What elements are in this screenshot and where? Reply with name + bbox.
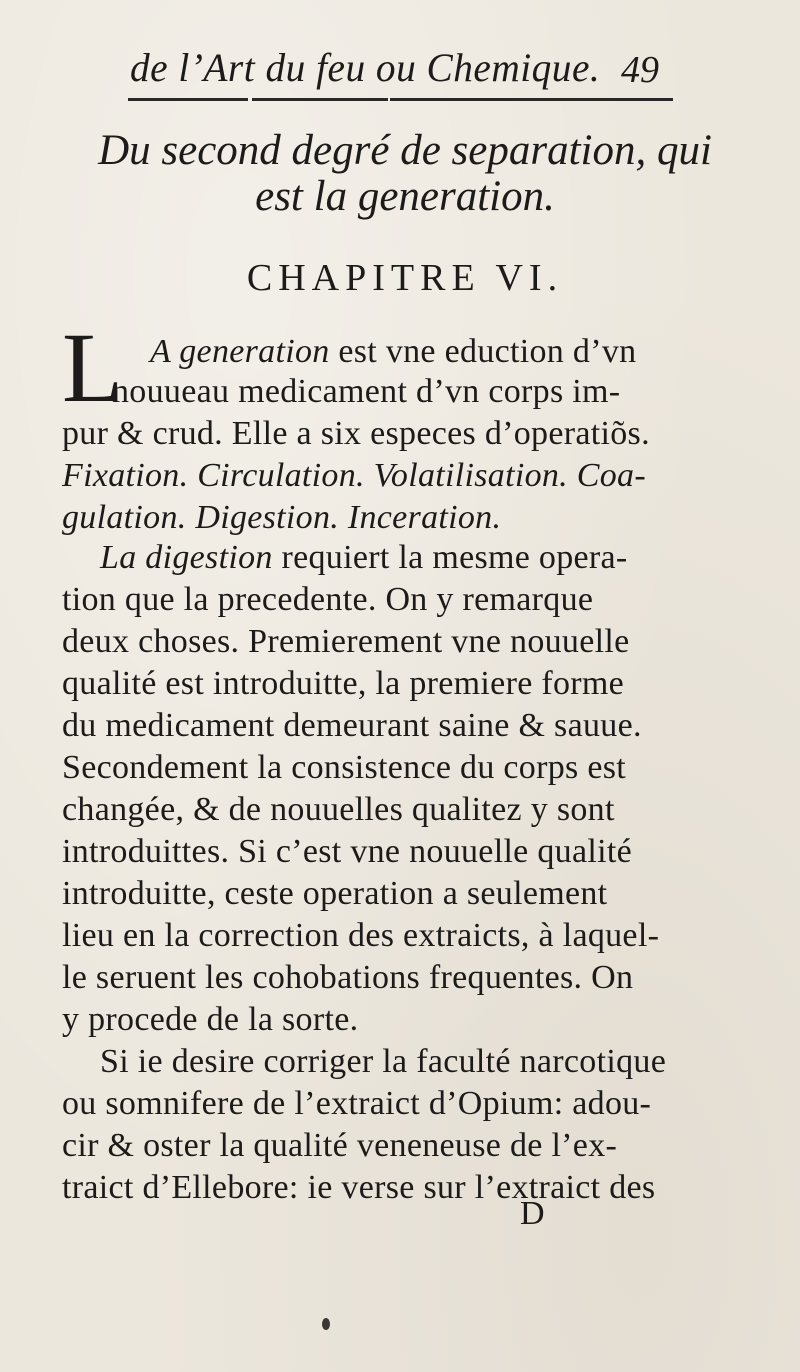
text-line: Fixation. Circulation. Volatilisation. Coa- [62, 457, 646, 494]
text-line: lieu en la correction des extraicts, à laquel- [62, 917, 660, 954]
text-line: nouueau medicament d’vn corps im- [112, 373, 621, 410]
text-line: le seruent les cohobations frequentes. On [62, 959, 634, 996]
text-line [150, 332, 636, 372]
text-line: gulation. Digestion. Inceration. [62, 499, 502, 536]
text-line: deux choses. Premierement vne nouuelle [62, 623, 630, 660]
text-line: pur & crud. Elle a six especes d’operatiõs. [62, 415, 650, 452]
text-line [100, 538, 628, 578]
drop-cap: L [62, 312, 124, 423]
ink-spot [322, 1318, 330, 1330]
text-line: y procede de la sorte. [62, 1001, 359, 1038]
line-rest: requiert la mesme opera- [272, 539, 628, 576]
text-line: du medicament demeurant saine & sauue. [62, 707, 642, 744]
header-rule [128, 98, 673, 101]
text-line: qualité est introduitte, la premiere forme [62, 665, 625, 702]
line-rest: est vne eduction d’vn [329, 333, 637, 370]
section-title-line-2: est la generation. [255, 173, 555, 220]
italic-term: A generation [150, 333, 330, 370]
page-header [0, 40, 800, 100]
text-line: cir & oster la qualité veneneuse de l’ex- [62, 1127, 618, 1164]
text-line: Si ie desire corriger la faculté narcotique [100, 1043, 667, 1080]
text-line: tion que la precedente. On y remarque [62, 581, 594, 618]
signature-mark: D [520, 1195, 545, 1232]
italic-term: La digestion [100, 539, 273, 576]
running-head: de l’Art du feu ou Chemique. [130, 45, 601, 90]
chapter-heading: CHAPITRE VI. [246, 257, 564, 299]
text-line: Secondement la consistence du corps est [62, 749, 627, 786]
text-line: introduitte, ceste operation a seulement [62, 875, 608, 912]
text-line: traict d’Ellebore: ie verse sur l’extraict des [62, 1169, 656, 1206]
text-line: introduittes. Si c’est vne nouuelle qualité [62, 833, 632, 870]
section-title-line-1: Du second degré de separation, qui [98, 127, 712, 174]
text-line: changée, & de nouuelles qualitez y sont [62, 791, 615, 828]
page-number: 49 [621, 49, 659, 91]
text-line: ou somnifere de l’extraict d’Opium: adou- [62, 1085, 652, 1122]
